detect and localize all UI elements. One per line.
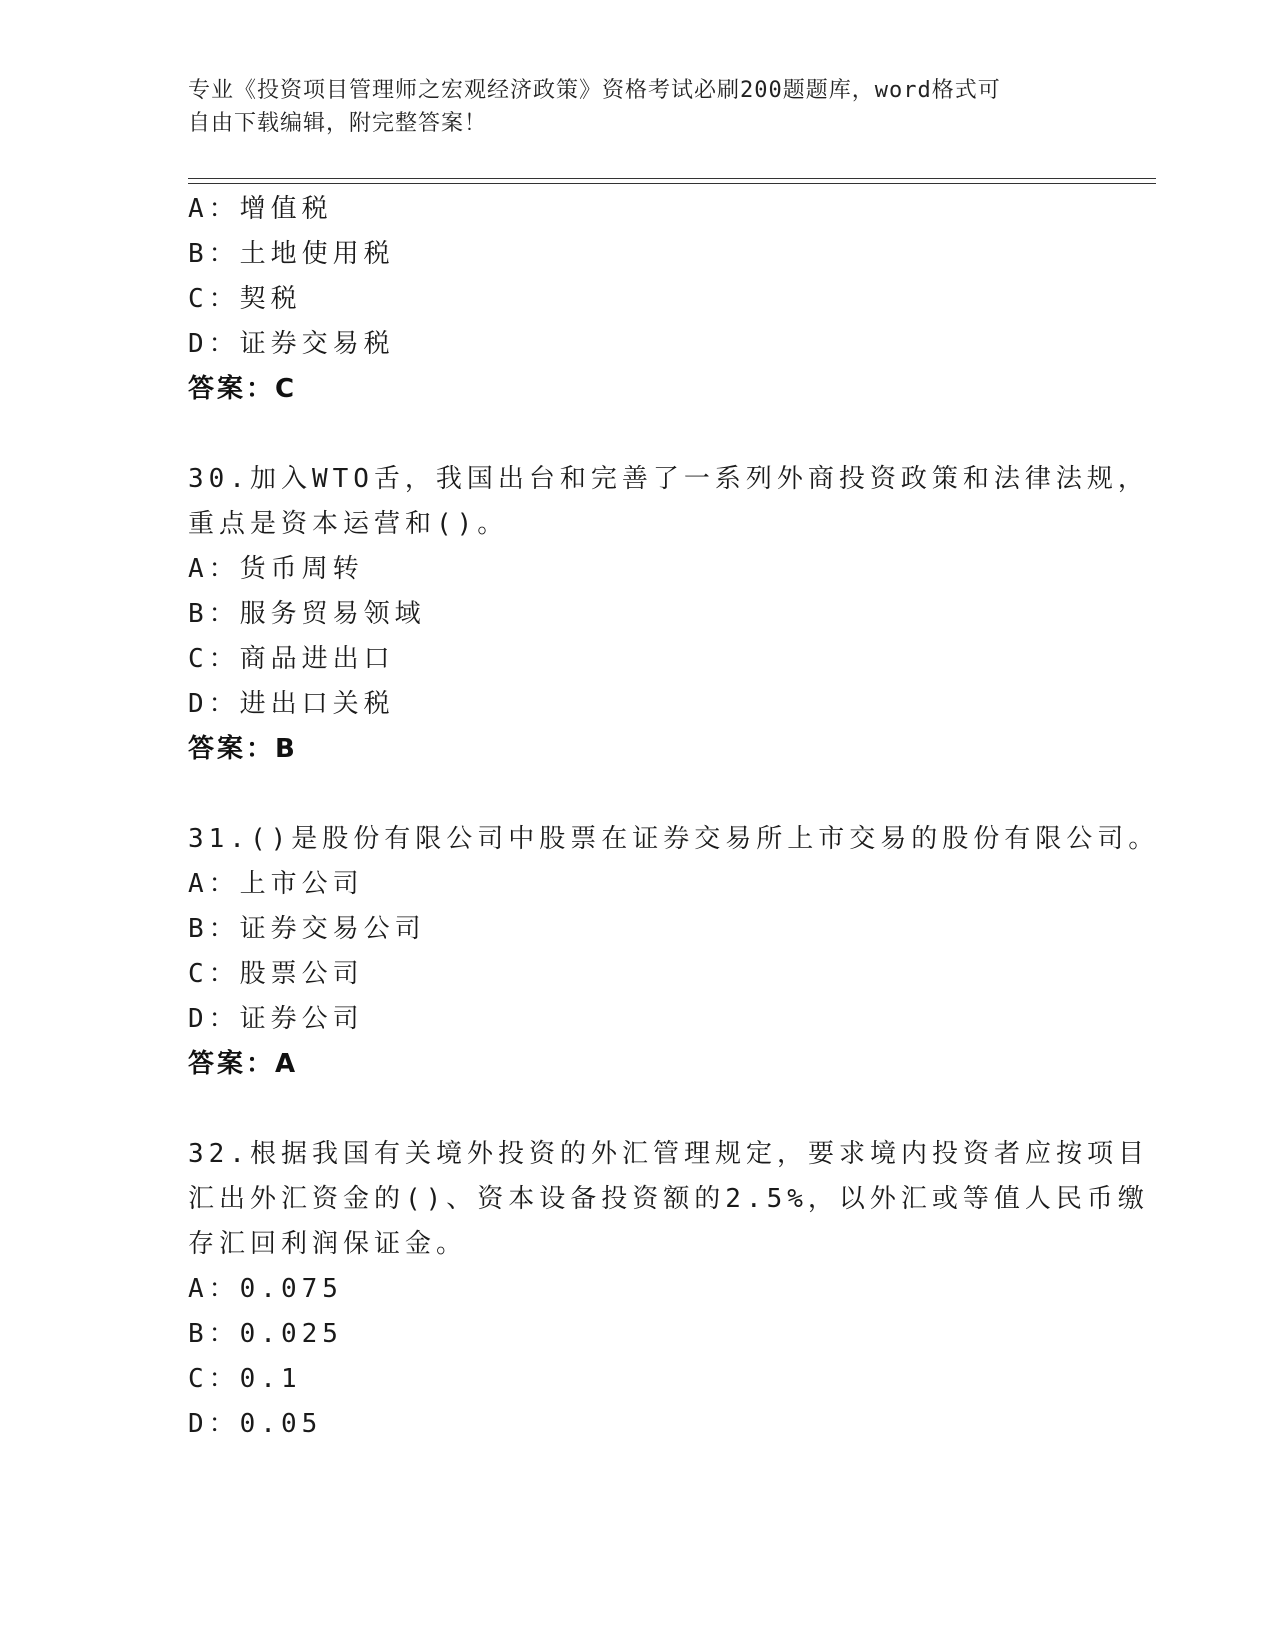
q29-option-a: A：增值税: [188, 194, 333, 224]
q32-stem-line-3: 存汇回利润保证金。: [188, 1229, 468, 1259]
q29-answer: 答案：C: [188, 374, 298, 404]
q31-stem-line-1: 31.()是股份有限公司中股票在证券交易所上市交易的股份有限公司。: [188, 824, 1160, 854]
q32-option-c: C：0.1: [188, 1364, 302, 1394]
header-title-line-2: 自由下载编辑，附完整答案！: [188, 111, 488, 136]
q31-option-c: C：股票公司: [188, 959, 364, 989]
q32-stem-line-2: 汇出外汇资金的()、资本设备投资额的2.5%，以外汇或等值人民币缴: [188, 1184, 1149, 1214]
header-divider-bottom: [188, 183, 1156, 184]
q29-option-d: D：证券交易税: [188, 329, 395, 359]
q30-answer: 答案：B: [188, 734, 298, 764]
q32-option-d: D：0.05: [188, 1409, 323, 1439]
q30-option-a: A：货币周转: [188, 554, 364, 584]
q32-option-a: A：0.075: [188, 1274, 343, 1304]
q32-option-b: B：0.025: [188, 1319, 343, 1349]
q31-option-b: B：证券交易公司: [188, 914, 426, 944]
q30-stem-line-2: 重点是资本运营和()。: [188, 509, 509, 539]
q32-stem-line-1: 32.根据我国有关境外投资的外汇管理规定，要求境内投资者应按项目: [188, 1139, 1149, 1169]
q31-answer: 答案：A: [188, 1049, 299, 1079]
q29-option-b: B：土地使用税: [188, 239, 395, 269]
q30-option-c: C：商品进出口: [188, 644, 395, 674]
q31-option-a: A：上市公司: [188, 869, 364, 899]
document-header: [188, 74, 1068, 140]
q30-option-d: D：进出口关税: [188, 689, 395, 719]
q30-option-b: B：服务贸易领域: [188, 599, 426, 629]
header-title-line-1: 专业《投资项目管理师之宏观经济政策》资格考试必刷200题题库，word格式可: [188, 78, 1001, 103]
header-divider-top: [188, 178, 1156, 179]
q31-option-d: D：证券公司: [188, 1004, 364, 1034]
q30-stem-line-1: 30.加入WTO舌，我国出台和完善了一系列外商投资政策和法律法规，: [188, 464, 1149, 494]
q29-option-c: C：契税: [188, 284, 302, 314]
